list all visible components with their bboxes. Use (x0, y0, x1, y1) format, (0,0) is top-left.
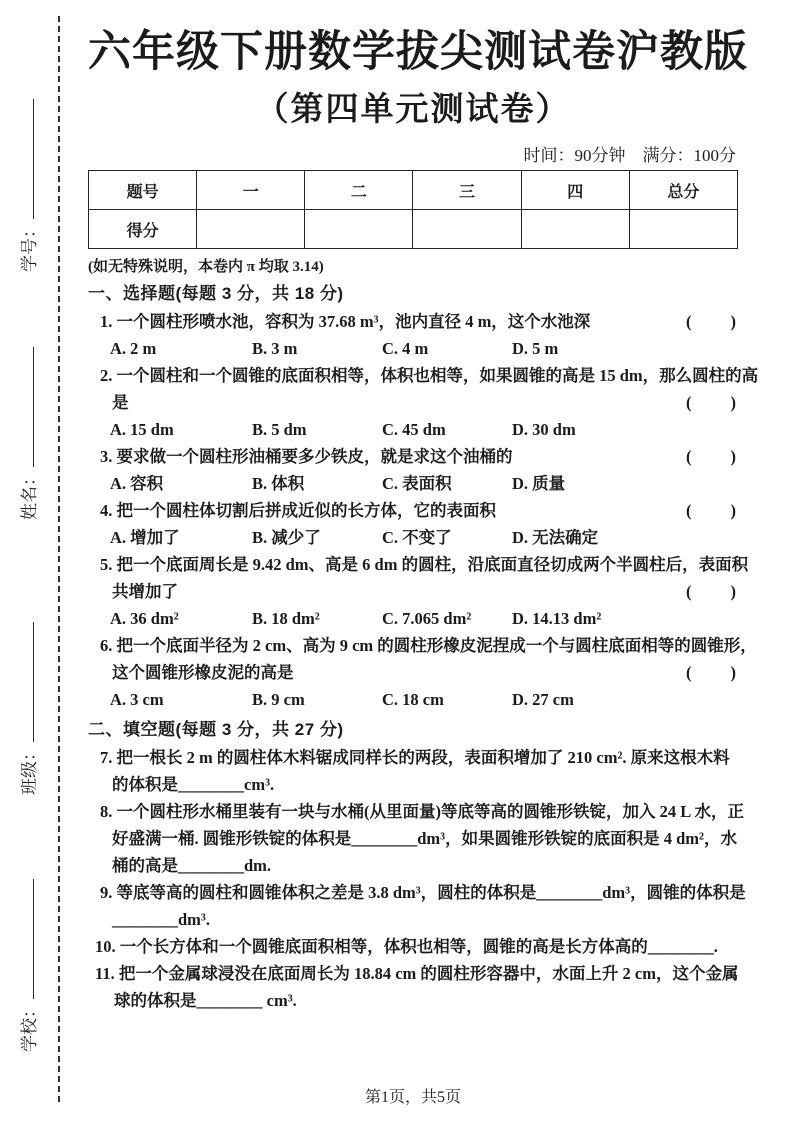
dashed-cut-line (58, 16, 60, 1102)
score-table-cell-section1: 一 (197, 171, 305, 210)
score-table-cell-section3: 三 (413, 171, 521, 210)
student-id-blank-line (20, 99, 34, 219)
question-line (88, 578, 738, 605)
question-line: 好盛满一桶. 圆锥形铁锭的体积是________dm³，如果圆锥形铁锭的底面积是 4 dm²，水 (112, 829, 737, 848)
options-row (88, 605, 738, 632)
margin-field-class (14, 609, 40, 795)
question-2 (88, 362, 759, 443)
question-line: ________dm³. (112, 910, 210, 929)
option-b: B. 体积 (252, 474, 305, 493)
score-cell-empty (413, 210, 521, 249)
margin-field-student-id (14, 86, 40, 272)
question-line: 的体积是________cm³. (112, 775, 275, 794)
options-row (88, 416, 738, 443)
question-line (88, 308, 738, 335)
answer-bracket: ( ) (686, 663, 738, 682)
question-9 (88, 879, 746, 933)
question-line (88, 632, 757, 659)
answer-bracket: ( ) (686, 393, 738, 412)
options-row (88, 686, 738, 713)
question-4 (88, 497, 738, 551)
option-b: B. 3 m (252, 339, 298, 358)
section1-heading: 一、选择题(每题 3 分，共 18 分) (88, 284, 344, 303)
question-line: 8. 一个圆柱形水桶里装有一块与水桶(从里面量)等底等高的圆锥形铁锭，加入 24 L 水，正 (100, 802, 744, 821)
question-11 (88, 960, 738, 1014)
question-line (88, 362, 759, 389)
question-1 (88, 308, 738, 362)
question-line: 10. 一个长方体和一个圆锥底面积相等，体积也相等，圆锥的高是长方体高的________. (95, 937, 718, 956)
question-text: 共增加了 (112, 582, 178, 601)
score-cell-empty (197, 210, 305, 249)
score-table-score-row (89, 210, 738, 249)
score-table (88, 170, 738, 249)
score-table-cell-section2: 二 (305, 171, 413, 210)
question-text: 1. 一个圆柱形喷水池，容积为 37.68 m³，池内直径 4 m，这个水池深 (100, 312, 591, 331)
score-table-cell-section4: 四 (521, 171, 629, 210)
option-b: B. 18 dm² (252, 609, 320, 628)
option-c: C. 7.065 dm² (382, 609, 472, 628)
option-a: A. 增加了 (110, 528, 180, 547)
school-label: 学校： (19, 1001, 39, 1052)
options-row (88, 335, 738, 362)
time-and-score-info: 时间：90分钟 满分：100分 (523, 146, 736, 165)
score-row-label: 得分 (89, 210, 197, 249)
name-blank-line (20, 347, 34, 467)
option-a: A. 15 dm (110, 420, 174, 439)
option-d: D. 质量 (512, 474, 566, 493)
option-a: A. 36 dm² (110, 609, 179, 628)
option-c: C. 表面积 (382, 474, 452, 493)
option-d: D. 14.13 dm² (512, 609, 602, 628)
question-6 (88, 632, 757, 713)
question-line: 球的体积是________ cm³. (114, 991, 297, 1010)
question-line (88, 389, 738, 416)
option-a: A. 3 cm (110, 690, 164, 709)
question-text: 是 (112, 393, 129, 412)
option-c: C. 不变了 (382, 528, 452, 547)
question-line (88, 497, 738, 524)
pi-note: (如无特殊说明，本卷内 π 均取 3.14) (88, 259, 324, 275)
question-text: 2. 一个圆柱和一个圆锥的底面积相等，体积也相等，如果圆锥的高是 15 dm，那么圆柱的高 (100, 366, 759, 385)
margin-field-school (14, 866, 40, 1052)
option-d: D. 27 cm (512, 690, 574, 709)
option-d: D. 5 m (512, 339, 559, 358)
answer-bracket: ( ) (686, 447, 738, 466)
options-row (88, 470, 738, 497)
score-cell-empty (521, 210, 629, 249)
name-label: 姓名： (19, 469, 39, 520)
option-a: A. 容积 (110, 474, 164, 493)
page-number: 第1页，共5页 (364, 1089, 461, 1106)
question-8 (88, 798, 744, 879)
margin-field-name (14, 334, 40, 520)
question-text: 5. 把一个底面周长是 9.42 dm、高是 6 dm 的圆柱，沿底面直径切成两个半圆柱后，表面积 (100, 555, 749, 574)
class-blank-line (20, 622, 34, 742)
question-3 (88, 443, 738, 497)
question-line: 7. 把一根长 2 m 的圆柱体木料锯成同样长的两段，表面积增加了 210 cm². 原来这根木料 (100, 748, 730, 767)
score-table-header-row (89, 171, 738, 210)
student-id-label: 学号： (19, 221, 39, 272)
answer-bracket: ( ) (686, 312, 738, 331)
school-blank-line (20, 879, 34, 999)
option-b: B. 5 dm (252, 420, 307, 439)
class-label: 班级： (19, 744, 39, 795)
question-line: 11. 把一个金属球浸没在底面周长为 18.84 cm 的圆柱形容器中，水面上升 2 cm，这个金属 (95, 964, 739, 983)
question-line (88, 551, 749, 578)
option-c: C. 4 m (382, 339, 429, 358)
option-d: D. 无法确定 (512, 528, 599, 547)
question-text: 这个圆锥形橡皮泥的高是 (112, 663, 294, 682)
question-text: 6. 把一个底面半径为 2 cm、高为 9 cm 的圆柱形橡皮泥捏成一个与圆柱底面相等的圆锥形， (100, 636, 757, 655)
question-5 (88, 551, 749, 632)
question-line: 桶的高是________dm. (112, 856, 272, 875)
question-7 (88, 744, 738, 798)
exam-title: 六年级下册数学拔尖测试卷沪教版 (88, 29, 748, 76)
score-cell-empty (629, 210, 737, 249)
question-line: 9. 等底等高的圆柱和圆锥体积之差是 3.8 dm³，圆柱的体积是________dm³，圆锥的体积是 (100, 883, 746, 902)
score-table-cell-total: 总分 (629, 171, 737, 210)
section2-heading: 二、填空题(每题 3 分，共 27 分) (88, 720, 344, 739)
question-line (88, 659, 738, 686)
question-line (88, 443, 738, 470)
option-c: C. 45 dm (382, 420, 446, 439)
answer-bracket: ( ) (686, 501, 738, 520)
question-text: 4. 把一个圆柱体切割后拼成近似的长方体，它的表面积 (100, 501, 496, 520)
question-10 (88, 933, 738, 960)
score-cell-empty (305, 210, 413, 249)
options-row (88, 524, 738, 551)
option-b: B. 9 cm (252, 690, 305, 709)
exam-content (88, 0, 759, 1014)
option-d: D. 30 dm (512, 420, 576, 439)
option-b: B. 减少了 (252, 528, 321, 547)
score-table-cell-label: 题号 (89, 171, 197, 210)
answer-bracket: ( ) (686, 582, 738, 601)
option-c: C. 18 cm (382, 690, 444, 709)
exam-subtitle: （第四单元测试卷） (255, 92, 571, 128)
question-text: 3. 要求做一个圆柱形油桶要多少铁皮，就是求这个油桶的 (100, 447, 513, 466)
option-a: A. 2 m (110, 339, 157, 358)
